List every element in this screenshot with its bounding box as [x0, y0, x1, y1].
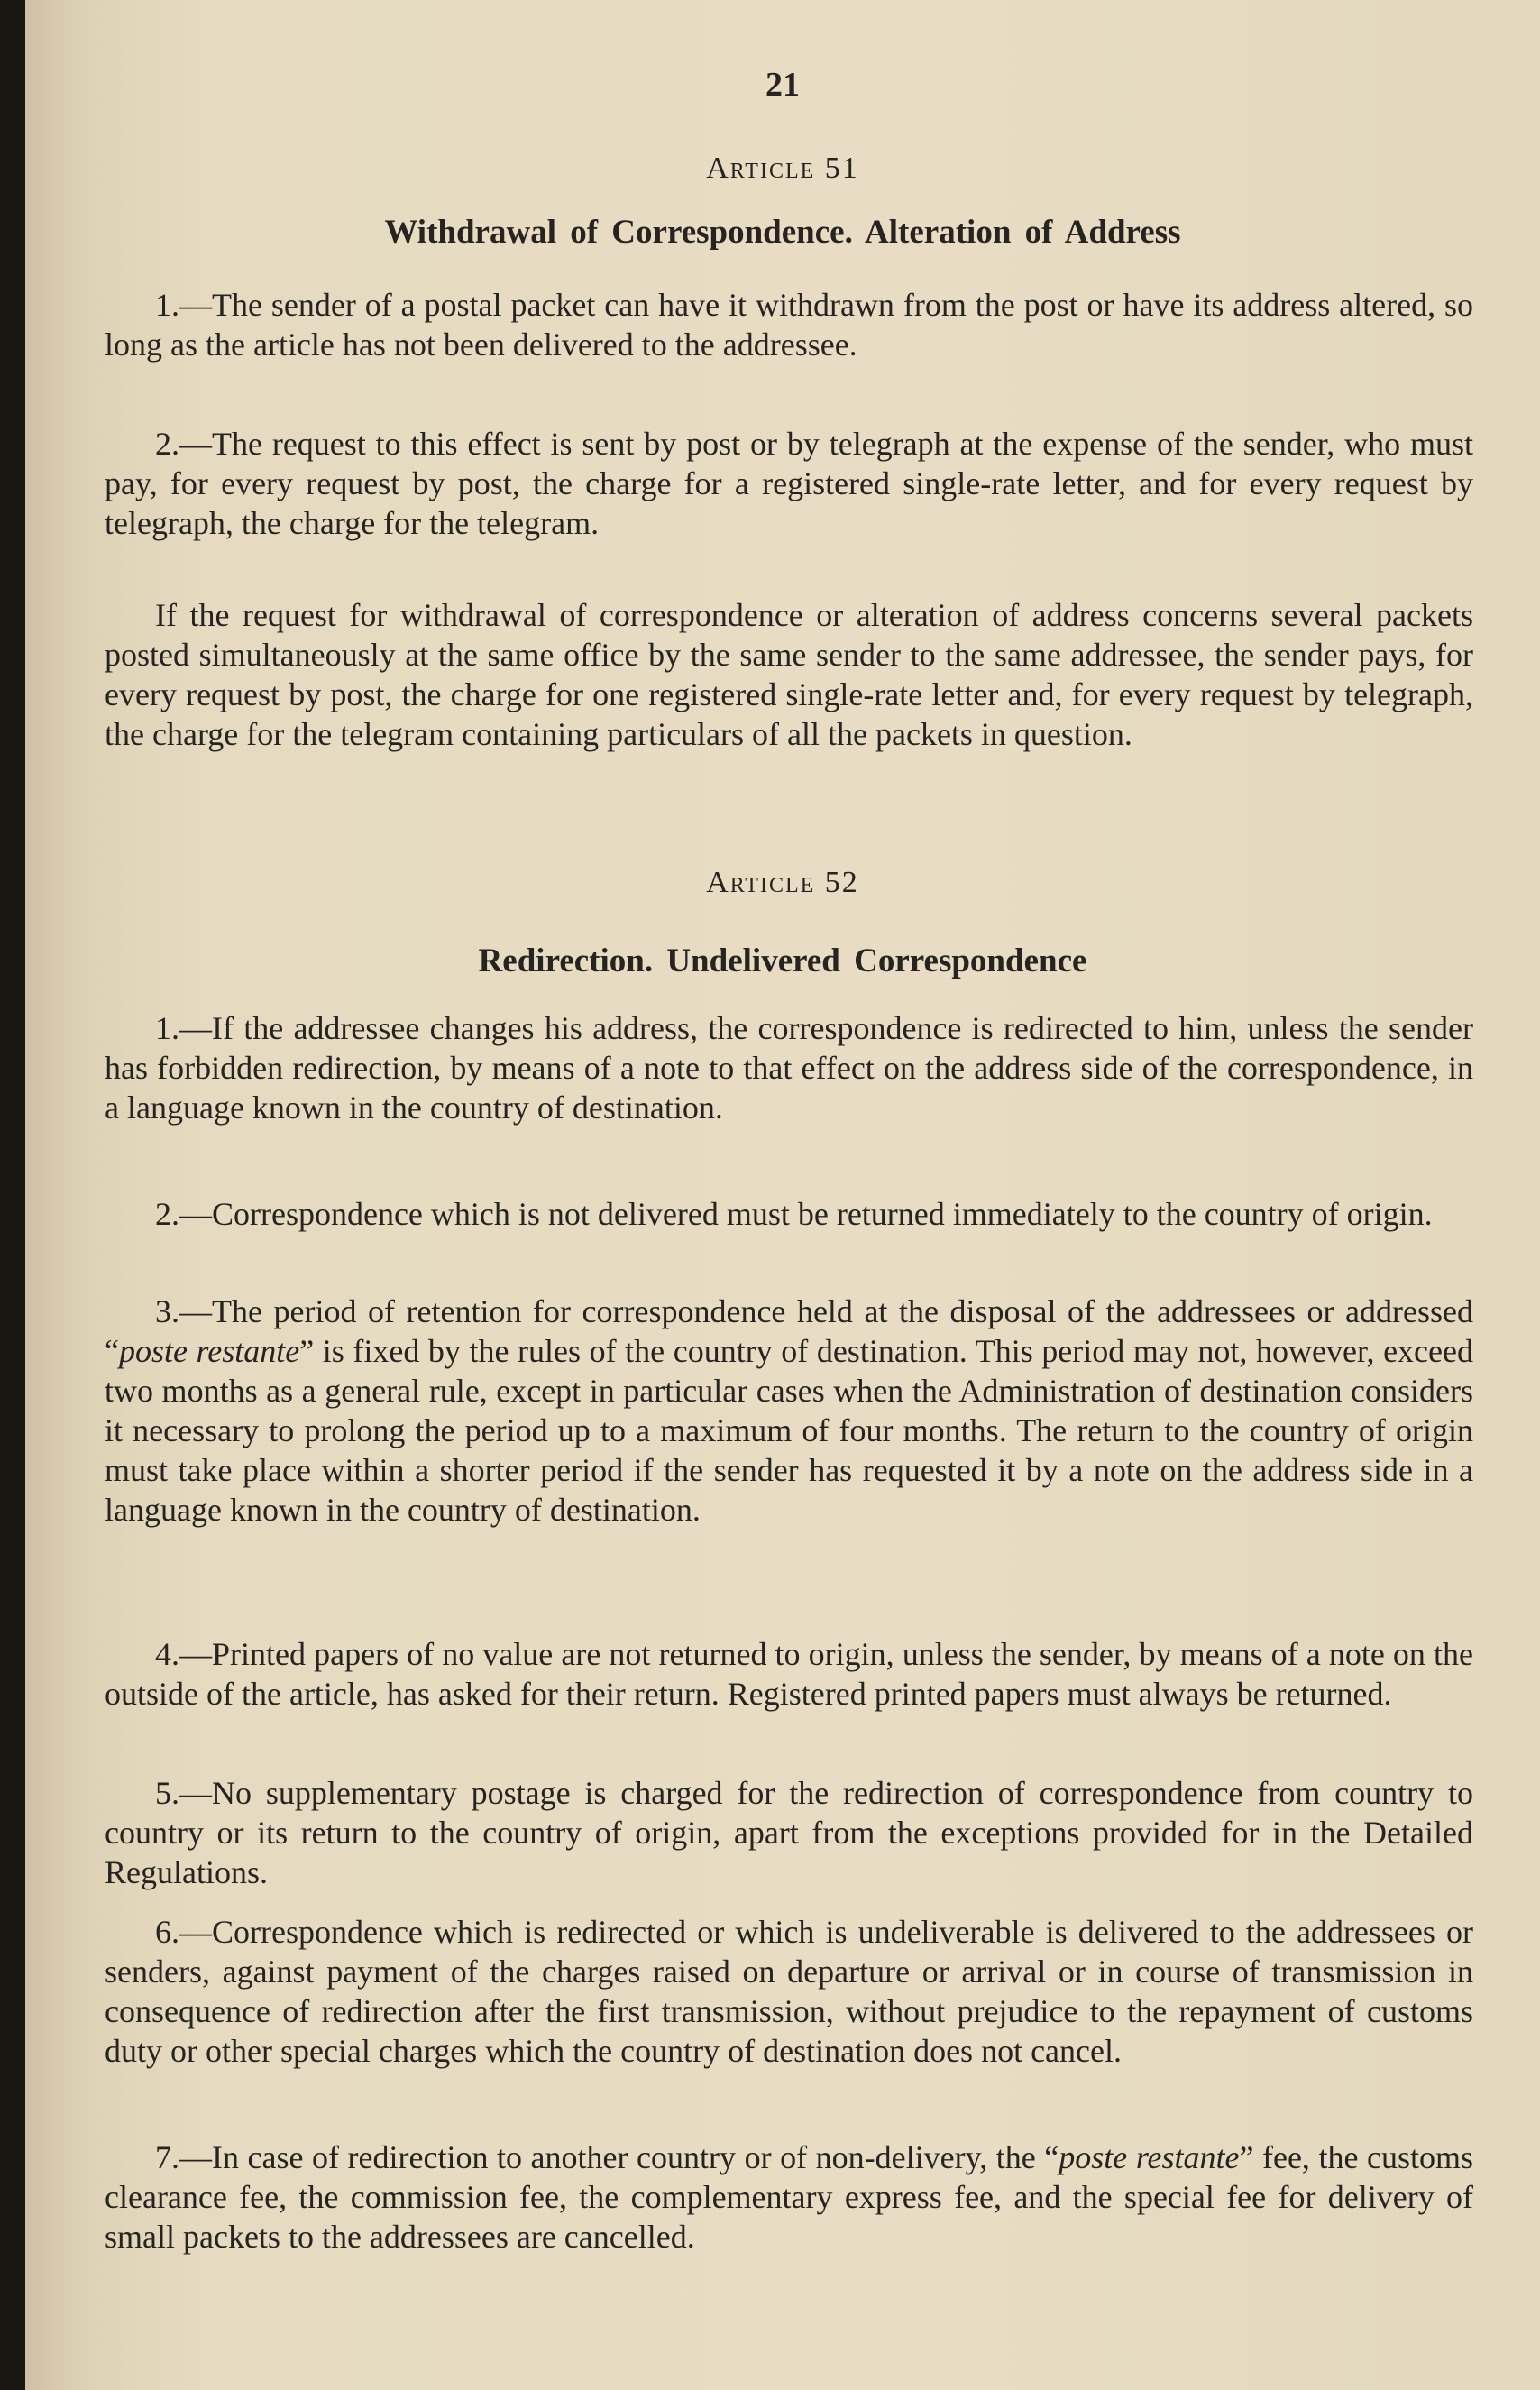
paragraph-text: Correspondence which is not delivered must be returned immediately to the country of origin.: [212, 1196, 1433, 1232]
paragraph-text: In case of redirection to another country or of non-delivery, the “: [212, 2139, 1059, 2175]
paragraph-text: If the addressee changes his address, the correspondence is redirected to him, unless the sender has forbidden redirection, by means of a note to that effect on the address side of the correspondence, in a language known in the country of destination.: [105, 1010, 1473, 1126]
paragraph-number: 3.—: [155, 1293, 212, 1329]
paragraph-text: If the request for withdrawal of correspondence or alteration of address concerns several packets posted simultaneously at the same office by the same sender to the same addressee, the sender pays, for every request by post, the charge for one registered single-rate letter and, for every request by telegraph, the charge for the telegram containing particulars of all the packets in question.: [105, 597, 1473, 752]
paragraph-text: Printed papers of no value are not returned to origin, unless the sender, by means of a note on the outside of the article, has asked for their return. Registered printed papers must always be returned.: [105, 1636, 1473, 1712]
article-51-heading: Article 51: [706, 152, 859, 185]
page-number: 21: [765, 66, 800, 104]
paragraph-number: 6.—: [155, 1914, 212, 1950]
article-51-paragraph-3: [105, 595, 1473, 754]
article-52-title: Redirection. Undelivered Correspondence: [478, 942, 1087, 979]
paragraph-number: 2.—: [155, 1196, 212, 1232]
paragraph-text: ” is fixed by the rules of the country of destination. This period may not, however, exceed two months as a general rule, except in particular cases when the Administration of destination considers it necessary to prolong the period up to a maximum of four months. The return to the country of origin must take place within a shorter period if the sender has requested it by a note on the address side in a language known in the country of destination.: [105, 1333, 1473, 1528]
article-52-heading: Article 52: [706, 866, 859, 899]
paragraph-text: The period of retention for correspondence held at the disposal of the addressees or addressed “: [105, 1293, 1473, 1369]
paragraph-number: 7.—: [155, 2139, 212, 2175]
article-52-paragraph-4: [105, 1634, 1473, 1714]
paragraph-number: 2.—: [155, 426, 212, 462]
article-51-paragraph-1: [105, 285, 1473, 364]
article-52-paragraph-5: [105, 1773, 1473, 1892]
article-51-title: Withdrawal of Correspondence. Alteration of Address: [384, 214, 1181, 251]
paragraph-number: 5.—: [155, 1775, 212, 1811]
italic-term: poste restante: [118, 1333, 300, 1369]
article-52-paragraph-2: [105, 1194, 1473, 1234]
paragraph-number: 1.—: [155, 1010, 212, 1046]
article-52-paragraph-6: [105, 1912, 1473, 2071]
paragraph-text: ” fee, the customs clearance fee, the commission fee, the complementary express fee, and the special fee for delivery of small packets to the addressees are cancelled.: [105, 2139, 1474, 2255]
paragraph-text: No supplementary postage is charged for the redirection of correspondence from country to country or its return to the country of origin, apart from the exceptions provided for in the Detailed Regulations.: [105, 1775, 1473, 1890]
paragraph-number: 4.—: [155, 1636, 212, 1672]
italic-term: poste restante: [1059, 2139, 1240, 2175]
document-page: [25, 0, 1540, 2390]
article-52-paragraph-7: [105, 2137, 1473, 2257]
article-51-paragraph-2: [105, 424, 1473, 543]
paragraph-text: The sender of a postal packet can have it withdrawn from the post or have its address altered, so long as the article has not been delivered to the addressee.: [105, 287, 1473, 363]
paragraph-text: The request to this effect is sent by post or by telegraph at the expense of the sender, who must pay, for every request by post, the charge for a registered single-rate letter, and for every request by telegraph, the charge for the telegram.: [105, 426, 1473, 541]
article-52-paragraph-1: [105, 1008, 1473, 1127]
paragraph-text: Correspondence which is redirected or which is undeliverable is delivered to the addressees or senders, against payment of the charges raised on departure or arrival or in course of transmission in consequence of redirection after the first transmission, without prejudice to the repayment of customs duty or other special charges which the country of destination does not cancel.: [105, 1914, 1473, 2069]
paragraph-number: 1.—: [155, 287, 212, 323]
article-52-paragraph-3: [105, 1292, 1473, 1530]
